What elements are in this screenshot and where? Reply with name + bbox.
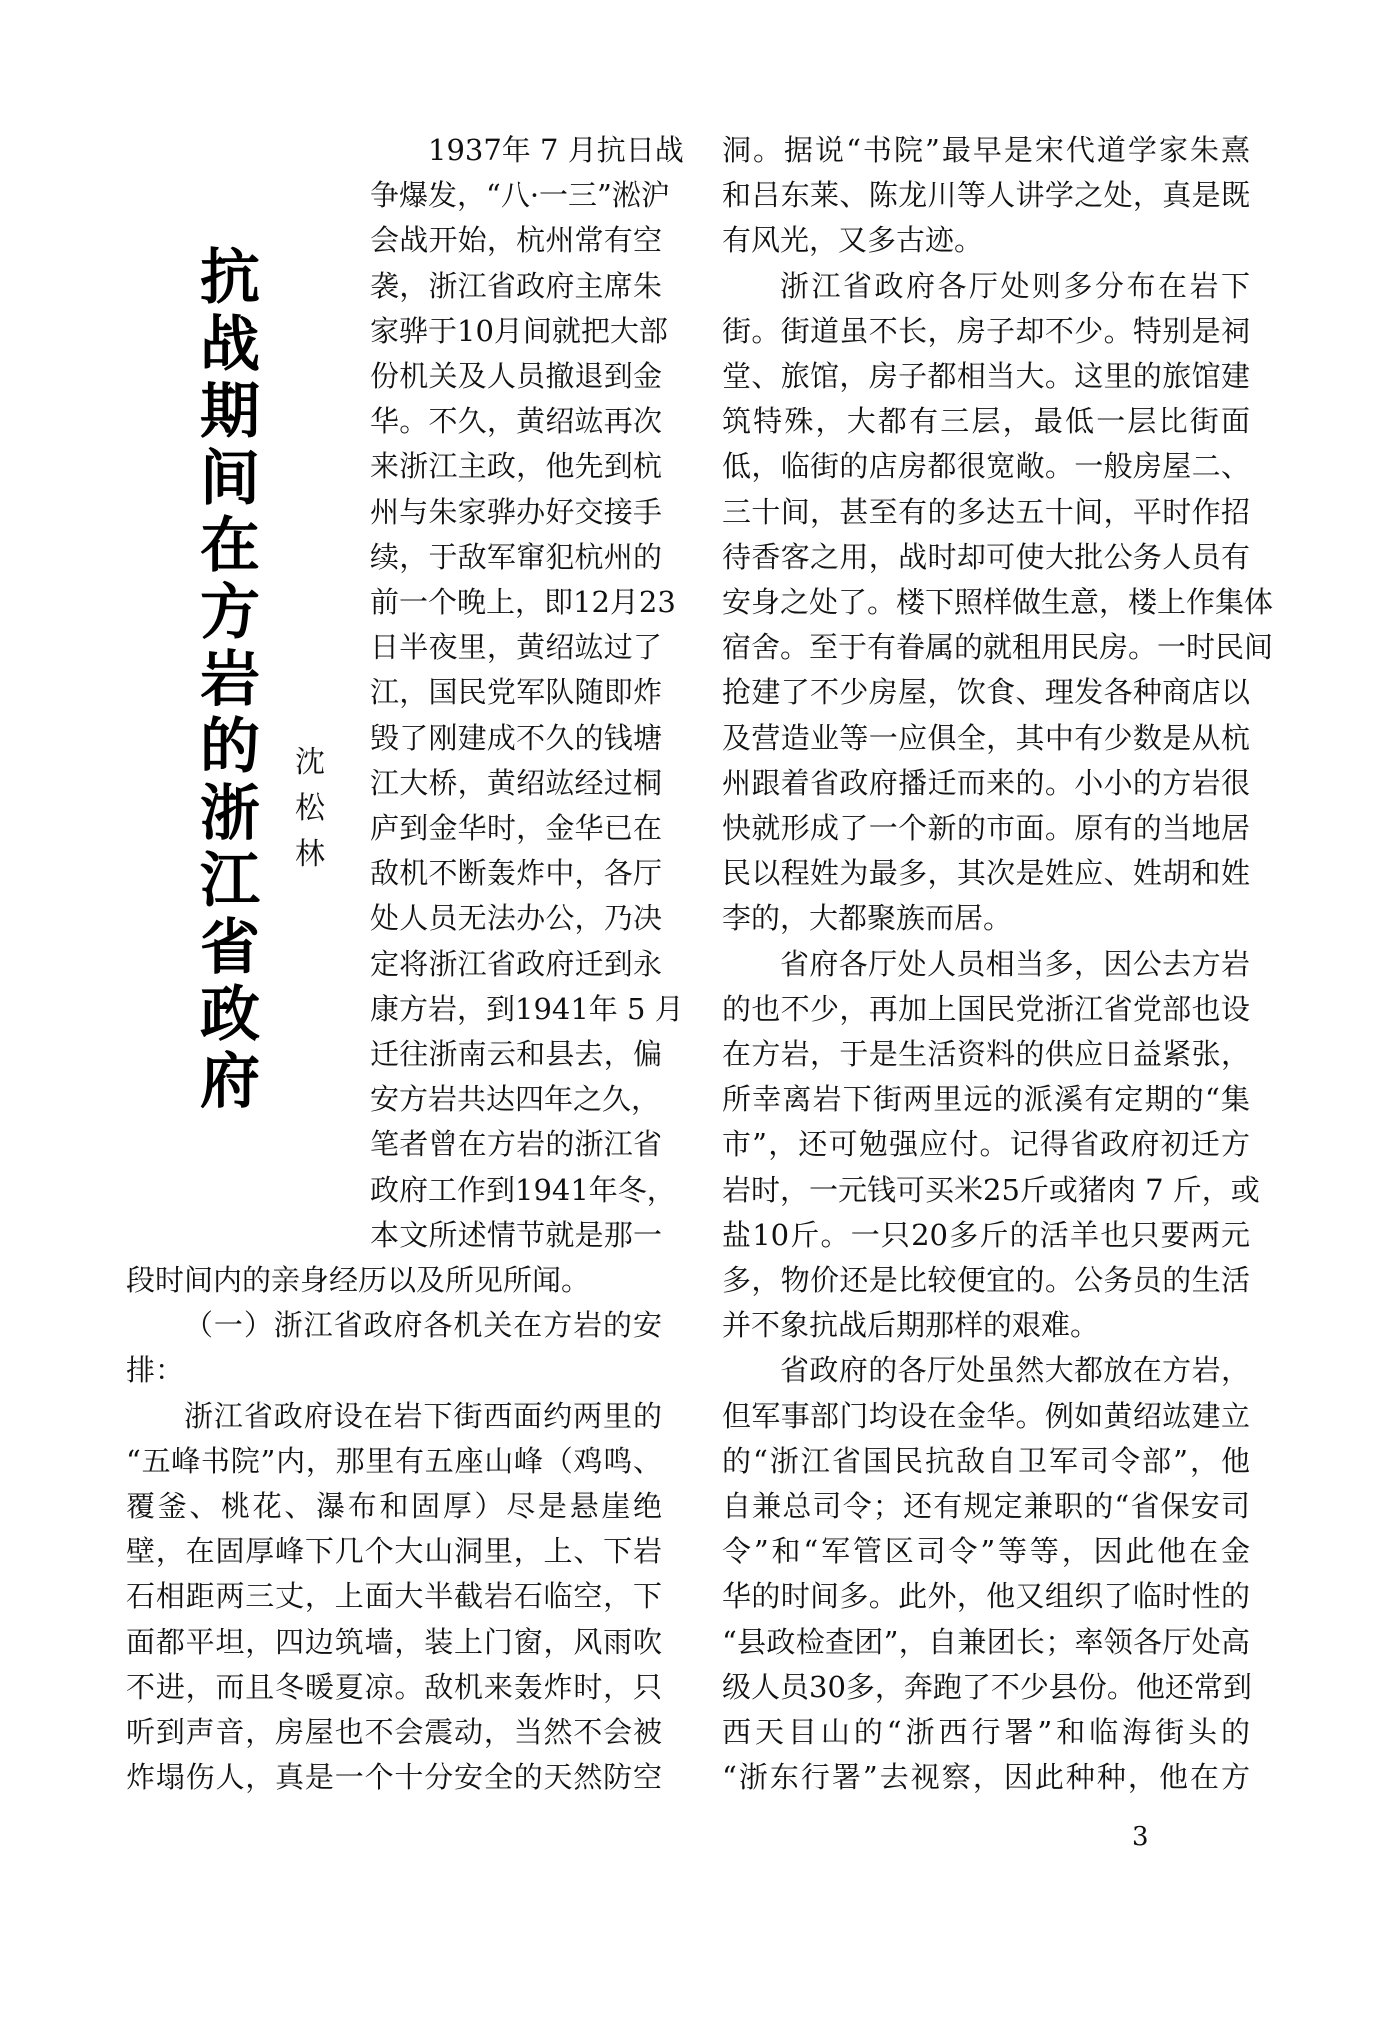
text-line: “县政检查团”，自兼团长；率领各厅处高 bbox=[722, 1624, 1250, 1659]
text-line: 不进，而且冬暖夏凉。敌机来轰炸时，只 bbox=[126, 1669, 662, 1704]
text-line: 街。街道虽不长，房子却不少。特别是祠 bbox=[722, 313, 1250, 348]
text-line: 排： bbox=[126, 1353, 185, 1388]
text-line: 听到声音，房屋也不会震动，当然不会被 bbox=[126, 1715, 662, 1749]
text-line: 洞。据说“书院”最早是宋代道学家朱熹 bbox=[722, 133, 1250, 167]
text-line: 多，物价还是比较便宜的。公务员的生活 bbox=[722, 1263, 1250, 1297]
text-line: 在方岩，于是生活资料的供应日益紧张， bbox=[722, 1037, 1250, 1071]
title-character: 抗 bbox=[200, 243, 260, 313]
text-line: 家骅于10月间就把大部 bbox=[370, 313, 668, 348]
text-line: 江，国民党军队随即炸 bbox=[370, 675, 662, 710]
title-character: 期 bbox=[200, 377, 260, 447]
text-line: 笔者曾在方岩的浙江省 bbox=[370, 1127, 662, 1162]
title-character: 战 bbox=[200, 310, 260, 380]
title-character: 岩 bbox=[200, 645, 260, 715]
text-line: 处人员无法办公，乃决 bbox=[370, 901, 662, 936]
text-line: 西天目山的“浙西行署”和临海街头的 bbox=[722, 1715, 1250, 1749]
author-character: 林 bbox=[295, 837, 325, 872]
text-line: 炸塌伤人，真是一个十分安全的天然防空 bbox=[126, 1760, 662, 1795]
title-character: 在 bbox=[200, 511, 260, 581]
text-line: 但军事部门均设在金华。例如黄绍竑建立 bbox=[722, 1398, 1250, 1433]
text-line: 盐10斤。一只20多斤的活羊也只要两元 bbox=[722, 1217, 1250, 1252]
text-line: 华。不久，黄绍竑再次 bbox=[370, 404, 662, 439]
text-line: 定将浙江省政府迁到永 bbox=[370, 946, 662, 981]
title-character: 省 bbox=[200, 913, 260, 983]
text-line: 岩时，一元钱可买米25斤或猪肉 7 斤，或 bbox=[722, 1172, 1260, 1207]
text-line: 筑特殊，大都有三层，最低一层比街面 bbox=[722, 404, 1250, 439]
text-line: 安身之处了。楼下照样做生意，楼上作集体 bbox=[722, 585, 1274, 619]
article-author bbox=[290, 740, 330, 878]
text-line: 前一个晚上，即12月23 bbox=[370, 585, 676, 619]
text-line: 自兼总司令；还有规定兼职的“省保安司 bbox=[722, 1489, 1250, 1523]
text-line: 续，于敌军窜犯杭州的 bbox=[370, 539, 662, 574]
title-character: 方 bbox=[200, 578, 260, 648]
text-line: 堂、旅馆，房子都相当大。这里的旅馆建 bbox=[722, 359, 1250, 393]
text-line: 的“浙江省国民抗敌自卫军司令部”，他 bbox=[722, 1443, 1250, 1478]
text-line: 市”，还可勉强应付。记得省政府初迁方 bbox=[722, 1127, 1250, 1162]
text-line: “浙东行署”去视察，因此种种，他在方 bbox=[722, 1760, 1250, 1795]
text-line: 浙江省政府设在岩下街西面约两里的 bbox=[184, 1398, 662, 1433]
page-number: 3 bbox=[1132, 1822, 1149, 1852]
text-line: 敌机不断轰炸中，各厅 bbox=[370, 856, 662, 891]
text-line: 及营造业等一应俱全，其中有少数是从杭 bbox=[722, 720, 1250, 755]
text-line: 安方岩共达四年之久， bbox=[370, 1082, 661, 1117]
text-line: 低，临街的店房都很宽敞。一般房屋二、 bbox=[722, 449, 1250, 484]
text-line: 来浙江主政，他先到杭 bbox=[370, 449, 662, 484]
text-line: 华的时间多。此外，他又组织了临时性的 bbox=[722, 1579, 1250, 1614]
text-line: 争爆发，“八·一三”淞沪 bbox=[370, 178, 670, 213]
text-line: 会战开始，杭州常有空 bbox=[370, 223, 662, 258]
text-line: “五峰书院”内，那里有五座山峰（鸡鸣、 bbox=[126, 1443, 662, 1478]
text-line: 州与朱家骅办好交接手 bbox=[370, 494, 662, 529]
text-line: 段时间内的亲身经历以及所见所闻。 bbox=[126, 1263, 591, 1297]
text-line: 面都平坦，四边筑墙，装上门窗，风雨吹 bbox=[126, 1624, 662, 1659]
text-line: 的也不少，再加上国民党浙江省党部也设 bbox=[722, 991, 1250, 1026]
text-line: 江大桥，黄绍竑经过桐 bbox=[370, 765, 662, 800]
text-line: 袭，浙江省政府主席朱 bbox=[370, 268, 662, 303]
text-line: 所幸离岩下街两里远的派溪有定期的“集 bbox=[722, 1082, 1250, 1117]
text-line: 李的，大都聚族而居。 bbox=[722, 901, 1013, 936]
text-line: 毁了刚建成不久的钱塘 bbox=[370, 720, 662, 755]
text-line: 有风光，又多古迹。 bbox=[722, 223, 984, 258]
text-line: 并不象抗战后期那样的艰难。 bbox=[722, 1308, 1100, 1343]
title-character: 府 bbox=[200, 1047, 260, 1117]
title-character: 间 bbox=[200, 444, 260, 514]
text-line: 待香客之用，战时却可使大批公务人员有 bbox=[722, 539, 1250, 574]
text-line: 石相距两三丈，上面大半截岩石临空，下 bbox=[126, 1579, 662, 1614]
author-character: 沈 bbox=[295, 745, 325, 780]
title-character: 政 bbox=[200, 980, 260, 1050]
title-character: 浙 bbox=[200, 779, 260, 849]
text-line: 1937年 7 月抗日战 bbox=[428, 133, 684, 167]
text-line: 康方岩，到1941年 5 月 bbox=[370, 991, 684, 1026]
text-line: 令”和“军管区司令”等等，因此他在金 bbox=[722, 1534, 1250, 1569]
text-line: 级人员30多，奔跑了不少县份。他还常到 bbox=[722, 1669, 1252, 1704]
author-character: 松 bbox=[295, 791, 325, 826]
text-line: 庐到金华时，金华已在 bbox=[370, 811, 662, 845]
text-line: 壁，在固厚峰下几个大山洞里，上、下岩 bbox=[126, 1534, 662, 1569]
text-line: 浙江省政府各厅处则多分布在岩下 bbox=[780, 268, 1250, 303]
title-character: 的 bbox=[200, 712, 260, 782]
text-line: 和吕东莱、陈龙川等人讲学之处，真是既 bbox=[722, 178, 1250, 213]
text-line: 日半夜里，黄绍竑过了 bbox=[370, 630, 662, 665]
text-line: 宿舍。至于有眷属的就租用民房。一时民间 bbox=[722, 630, 1274, 665]
text-line: （一）浙江省政府各机关在方岩的安 bbox=[184, 1308, 662, 1343]
article-title bbox=[190, 245, 270, 1116]
text-line: 快就形成了一个新的市面。原有的当地居 bbox=[722, 811, 1250, 845]
text-line: 三十间，甚至有的多达五十间，平时作招 bbox=[722, 494, 1250, 529]
title-character: 江 bbox=[200, 846, 260, 916]
text-line: 覆釜、桃花、瀑布和固厚）尽是悬崖绝 bbox=[126, 1489, 662, 1523]
text-line: 抢建了不少房屋，饮食、理发各种商店以 bbox=[722, 675, 1250, 710]
text-line: 本文所述情节就是那一 bbox=[370, 1217, 662, 1252]
text-line: 民以程姓为最多，其次是姓应、姓胡和姓 bbox=[722, 856, 1250, 891]
text-line: 州跟着省政府播迁而来的。小小的方岩很 bbox=[722, 765, 1250, 800]
text-line: 份机关及人员撤退到金 bbox=[370, 359, 662, 393]
text-line: 省府各厅处人员相当多，因公去方岩 bbox=[780, 946, 1250, 981]
text-line: 政府工作到1941年冬， bbox=[370, 1172, 676, 1207]
text-line: 迁往浙南云和县去，偏 bbox=[370, 1037, 662, 1071]
text-line: 省政府的各厅处虽然大都放在方岩， bbox=[780, 1353, 1250, 1388]
